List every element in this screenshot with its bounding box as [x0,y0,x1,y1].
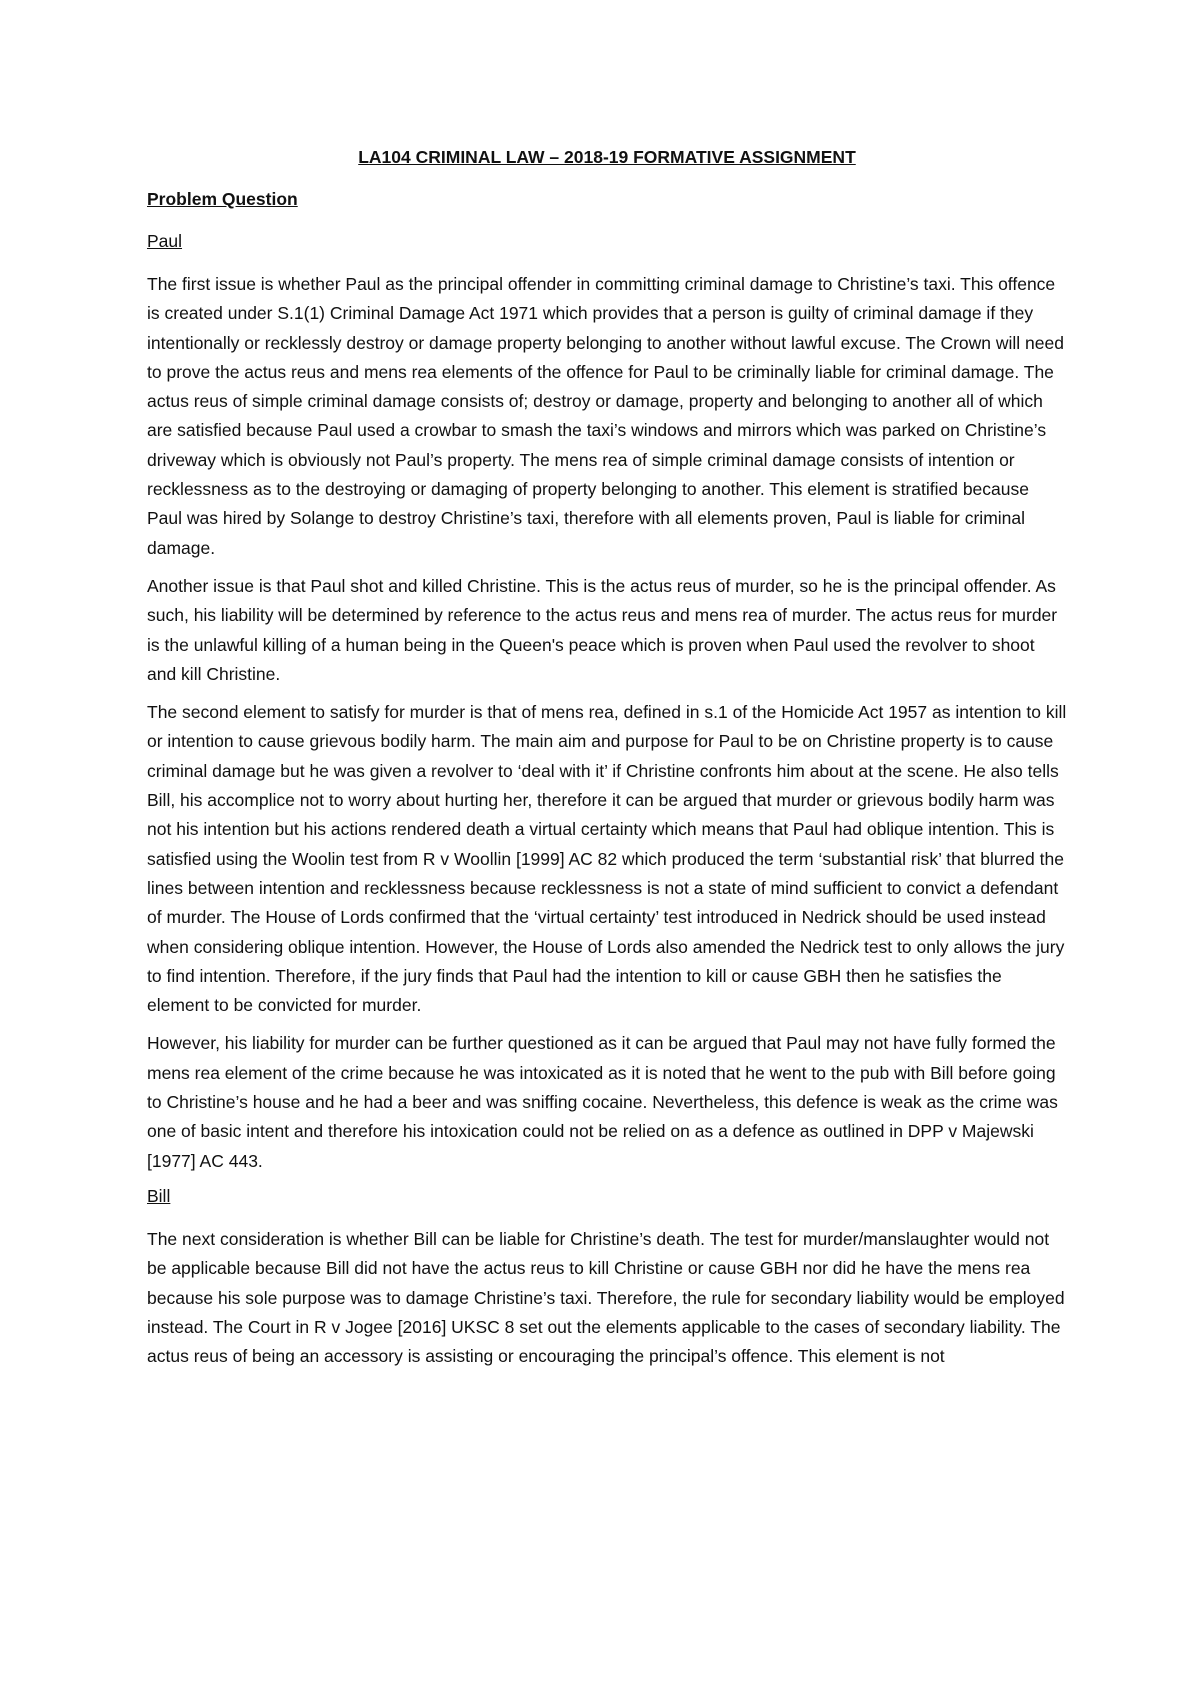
paragraph-paul-criminal-damage: The first issue is whether Paul as the principal offender in committing criminal damage to Christine’s taxi. This offence is created under S.1(1) Criminal Damage Act 1971 which provides that a person is guilty of criminal damage if they intentionally or recklessly destroy or damage property belonging to another without lawful excuse. The Crown will need to prove the actus reus and mens rea elements of the offence for Paul to be criminally liable for criminal damage. The actus reus of simple criminal damage consists of; destroy or damage, property and belonging to another all of which are satisfied because Paul used a crowbar to smash the taxi’s windows and mirrors which was parked on Christine’s driveway which is obviously not Paul’s property. The mens rea of simple criminal damage consists of intention or recklessness as to the destroying or damaging of property belonging to another. This element is stratified because Paul was hired by Solange to destroy Christine’s taxi, therefore with all elements proven, Paul is liable for criminal damage. [147,274,1064,558]
paragraph-paul-intoxication: However, his liability for murder can be further questioned as it can be argued that Paul may not have fully formed the mens rea element of the crime because he was intoxicated as it is noted that he went to the pub with Bill before going to Christine’s house and he had a beer and was sniffing cocaine. Nevertheless, this defence is weak as the crime was one of basic intent and therefore his intoxication could not be relied on as a defence as outlined in DPP v Majewski [1977] AC 443. [147,1033,1058,1171]
paragraph-bill-secondary-liability: The next consideration is whether Bill can be liable for Christine’s death. The test for murder/manslaughter would not be applicable because Bill did not have the actus reus to kill Christine or cause GBH nor did he have the mens rea because his sole purpose was to damage Christine’s taxi. Therefore, the rule for secondary liability would be employed instead. The Court in R v Jogee [2016] UKSC 8 set out the elements applicable to the cases of secondary liability. The actus reus of being an accessory is assisting or encouraging the principal’s offence. This element is not [147,1228,1065,1367]
subheading-bill: Bill [147,1185,171,1206]
section-heading-problem-question: Problem Question [147,189,298,209]
paragraph-paul-murder-actus-reus: Another issue is that Paul shot and killed Christine. This is the actus reus of murder, so he is the principal offender. As such, his liability will be determined by reference to the actus reus and mens rea of murder. The actus reus for murder is the unlawful killing of a human being in the Queen's peace which is proven when Paul used the revolver to shoot and kill Christine. [147,575,1058,684]
document-title: LA104 CRIMINAL LAW – 2018-19 FORMATIVE ASSIGNMENT [358,147,856,167]
document-body [147,146,1067,1380]
subheading-paul: Paul [147,231,183,251]
paragraph-paul-mens-rea: The second element to satisfy for murder is that of mens rea, defined in s.1 of the Homicide Act 1957 as intention to kill or intention to cause grievous bodily harm. The main aim and purpose for Paul to be on Christine property is to cause criminal damage but he was given a revolver to ‘deal with it’ if Christine confronts him about at the scene. He also tells Bill, his accomplice not to worry about hurting her, therefore it can be argued that murder or grievous bodily harm was not his intention but his actions rendered death a virtual certainty which means that Paul had oblique intention. This is satisfied using the Woolin test from R v Woollin [1999] AC 82 which produced the term ‘substantial risk’ that blurred the lines between intention and recklessness because recklessness is not a state of mind sufficient to convict a defendant of murder. The House of Lords confirmed that the ‘virtual certainty’ test introduced in Nedrick should be used instead when considering oblique intention. However, the House of Lords also amended the Nedrick test to only allows the jury to find intention. Therefore, if the jury finds that Paul had the intention to kill or cause GBH then he satisfies the element to be convicted for murder. [147,702,1067,1016]
